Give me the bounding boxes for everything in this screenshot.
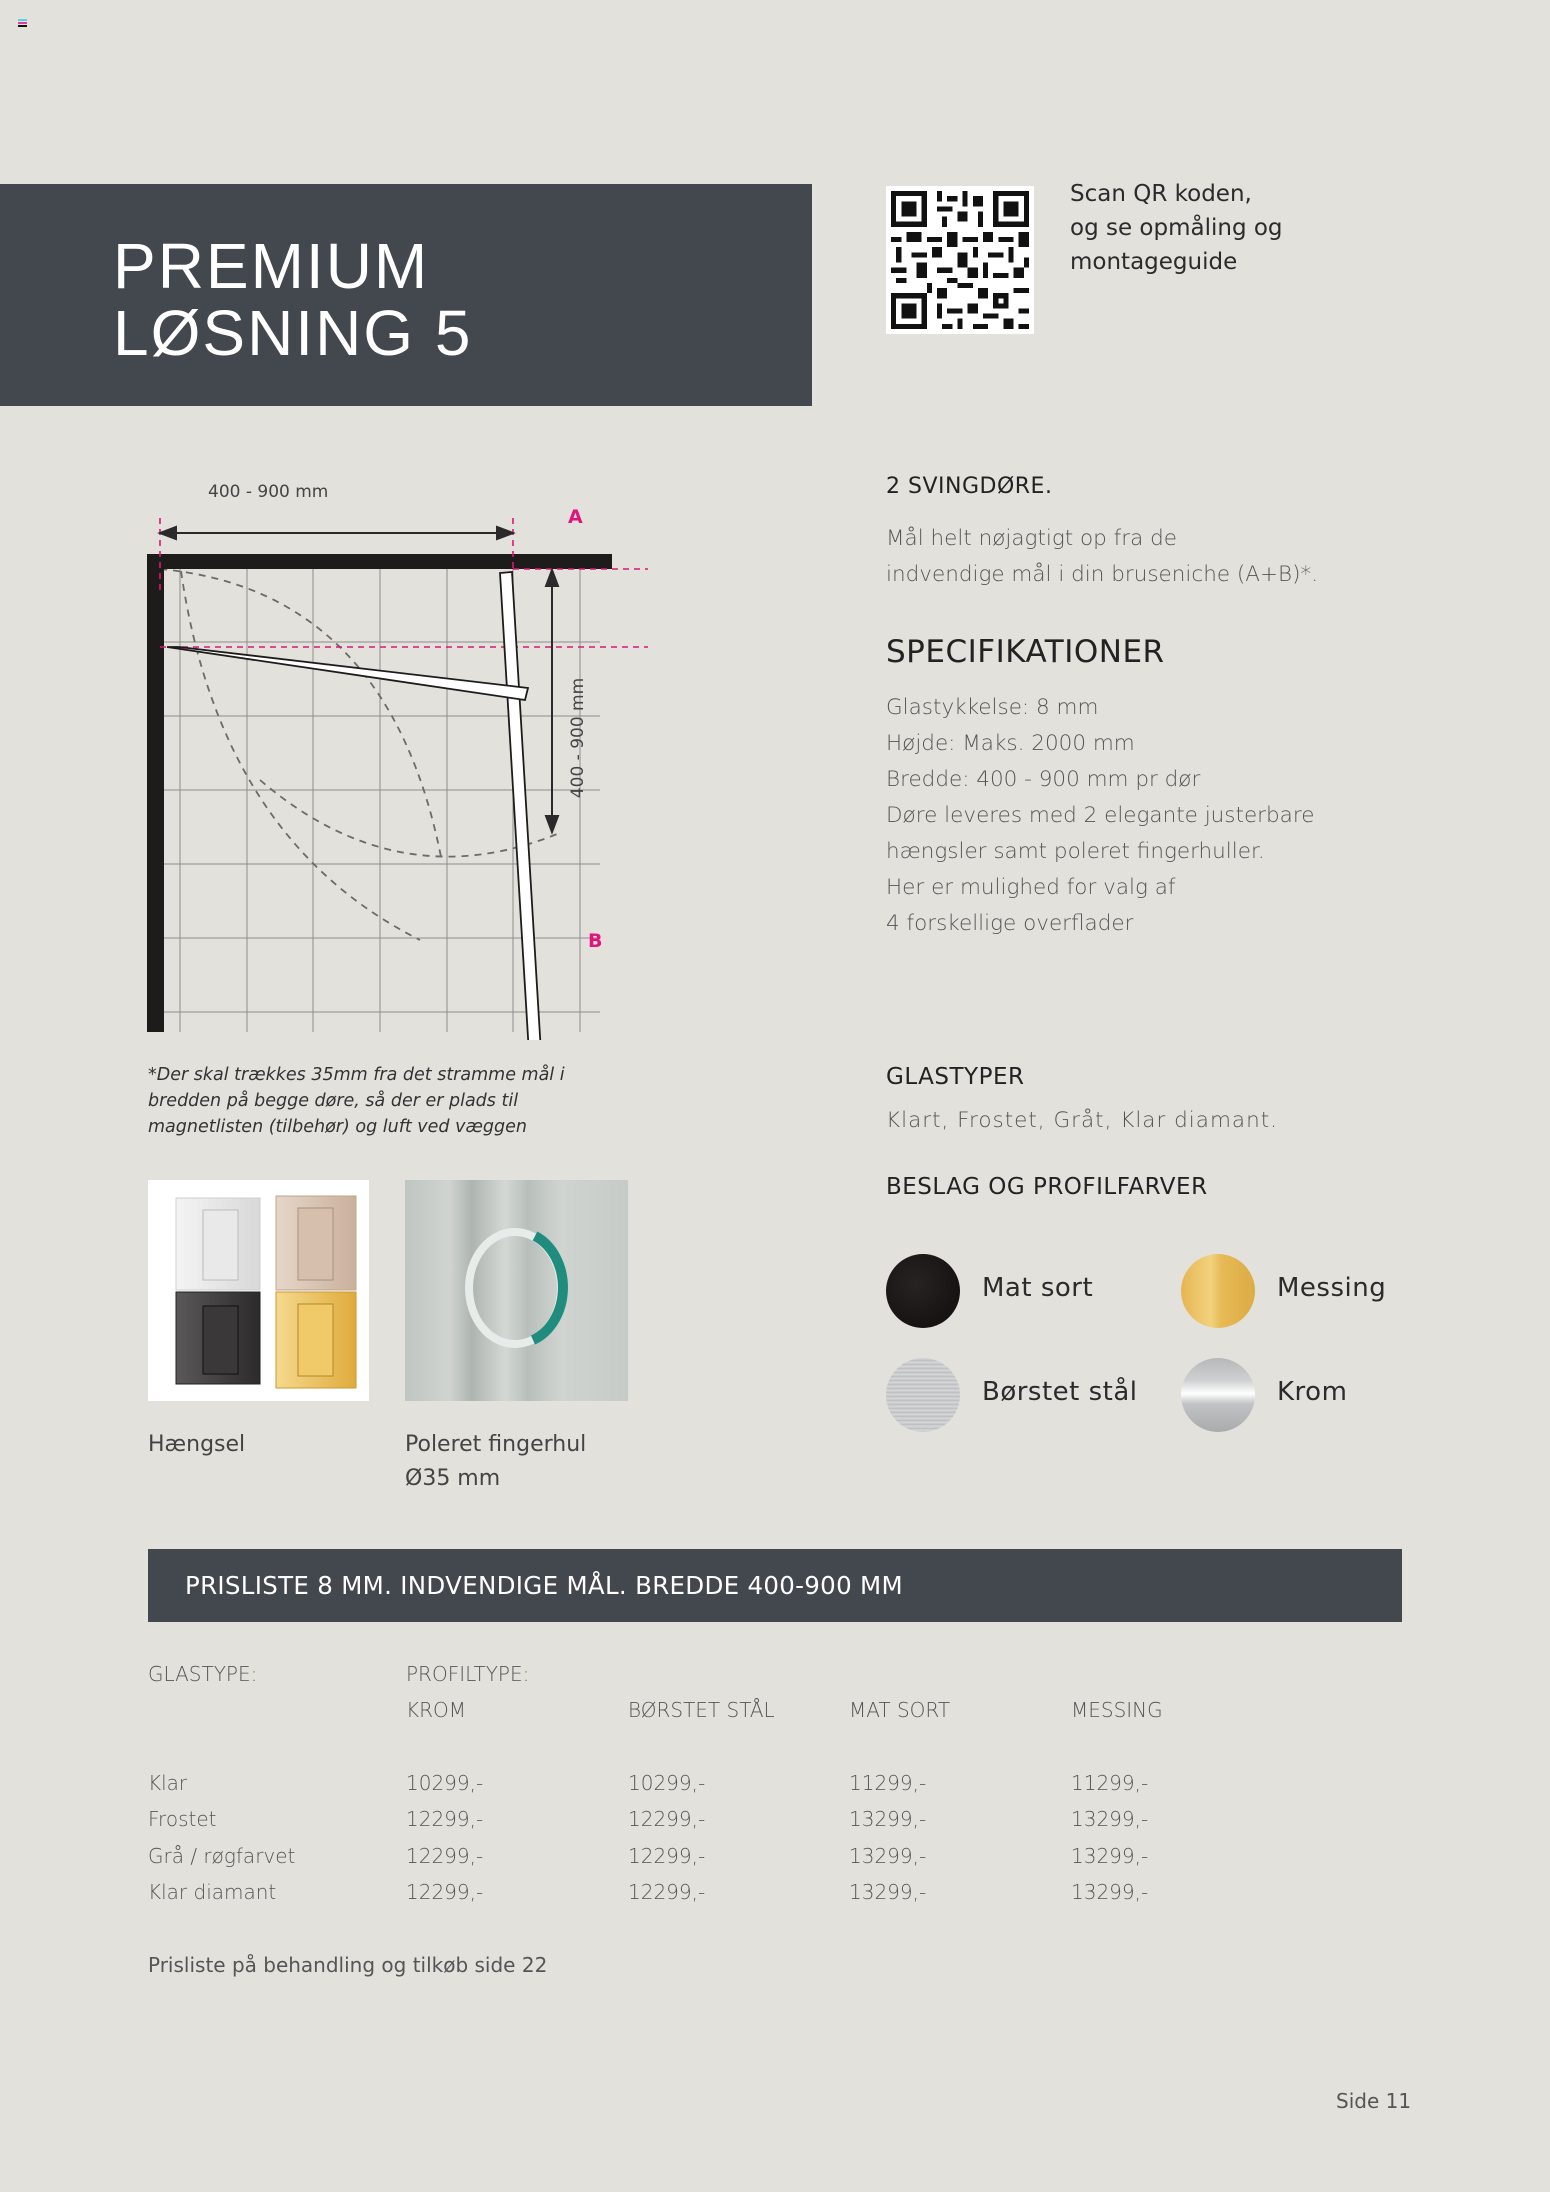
column-header-messing: MESSING <box>1071 1698 1163 1722</box>
measurement-note <box>148 1062 628 1140</box>
fingerhole-icon <box>405 1180 628 1401</box>
finishes-heading: BESLAG OG PROFILFARVER <box>886 1174 1208 1200</box>
price-cell: 13299,- <box>1071 1844 1149 1868</box>
glass-types-heading: GLASTYPER <box>886 1064 1025 1090</box>
qr-instructions <box>1070 177 1370 279</box>
price-cell: 13299,- <box>849 1880 927 1904</box>
price-cell: 13299,- <box>849 1844 927 1868</box>
fingerhole-caption-line: Poleret fingerhul <box>405 1432 587 1457</box>
price-cell: 10299,- <box>406 1771 484 1795</box>
column-header-borstet-staal: BØRSTET STÅL <box>628 1698 775 1722</box>
price-cell: 12299,- <box>406 1880 484 1904</box>
qr-text-line: montageguide <box>1070 249 1238 275</box>
note-line: *Der skal trækkes 35mm fra det stramme mål i <box>148 1065 565 1085</box>
table-row <box>148 1880 1248 1910</box>
page-number: Side 11 <box>1336 2089 1412 2113</box>
swatch-borstet-staal <box>886 1358 960 1432</box>
pricelist-banner <box>148 1549 1402 1622</box>
spec-line: 4 forskellige overflader <box>886 911 1134 936</box>
swatch-mat-sort <box>886 1254 960 1328</box>
qr-text-line: og se opmåling og <box>1070 215 1283 241</box>
note-line: bredden på begge døre, så der er plads til <box>148 1091 519 1111</box>
swatch-messing <box>1181 1254 1255 1328</box>
profiltype-header: PROFILTYPE: <box>406 1662 530 1686</box>
point-a-label: A <box>568 506 583 528</box>
glastype-header: GLASTYPE: <box>148 1662 258 1686</box>
spec-line: Her er mulighed for valg af <box>886 875 1176 900</box>
spec-line: Døre leveres med 2 elegante justerbare <box>886 803 1315 828</box>
width-dimension-label: 400 - 900 mm <box>208 482 329 502</box>
qr-code[interactable] <box>886 186 1034 334</box>
doors-heading: 2 SVINGDØRE. <box>886 474 1053 499</box>
price-cell: 11299,- <box>1071 1771 1149 1795</box>
print-registration-mark <box>18 19 27 28</box>
pricelist-title: PRISLISTE 8 MM. INDVENDIGE MÅL. BREDDE 400-900 MM <box>185 1571 903 1600</box>
description-line: indvendige mål i din bruseniche (A+B)*. <box>886 562 1319 587</box>
specs-heading: SPECIFIKATIONER <box>886 634 1165 670</box>
swatch-label-krom: Krom <box>1277 1377 1348 1407</box>
price-cell: 12299,- <box>628 1844 706 1868</box>
table-row <box>148 1807 1248 1837</box>
glass-type-cell: Grå / røgfarvet <box>148 1844 296 1868</box>
swatch-label-messing: Messing <box>1277 1273 1387 1303</box>
spec-line: Højde: Maks. 2000 mm <box>886 731 1135 756</box>
table-row <box>148 1844 1248 1874</box>
price-cell: 11299,- <box>849 1771 927 1795</box>
qr-text-line: Scan QR koden, <box>1070 181 1252 207</box>
price-cell: 12299,- <box>406 1844 484 1868</box>
height-dimension-label: 400 - 900 mm <box>568 677 588 799</box>
title-banner <box>0 184 812 406</box>
hinge-caption: Hængsel <box>148 1432 246 1457</box>
price-cell: 12299,- <box>628 1807 706 1831</box>
fingerhole-photo <box>405 1180 628 1401</box>
price-cell: 12299,- <box>406 1807 484 1831</box>
page-title-line-2: LØSNING 5 <box>113 297 473 369</box>
spec-line: Bredde: 400 - 900 mm pr dør <box>886 767 1201 792</box>
spec-line: Glastykkelse: 8 mm <box>886 695 1099 720</box>
qr-code-icon <box>886 186 1034 334</box>
fingerhole-caption-line: Ø35 mm <box>405 1466 501 1491</box>
page-title-line-1: PREMIUM <box>113 230 430 302</box>
table-header-row <box>148 1662 1248 1692</box>
price-cell: 10299,- <box>628 1771 706 1795</box>
swatch-krom <box>1181 1358 1255 1432</box>
pricelist-footnote: Prisliste på behandling og tilkøb side 22 <box>148 1953 548 1977</box>
price-cell: 13299,- <box>849 1807 927 1831</box>
glass-types-text: Klart, Frostet, Gråt, Klar diamant. <box>886 1108 1278 1133</box>
door-panels <box>140 460 720 1040</box>
point-b-label: B <box>588 930 603 952</box>
column-header-mat-sort: MAT SORT <box>849 1698 951 1722</box>
table-column-headers <box>148 1698 1248 1728</box>
description-line: Mål helt nøjagtigt op fra de <box>886 526 1177 551</box>
doors-description <box>886 521 1446 593</box>
glass-type-cell: Klar <box>148 1771 188 1795</box>
swatch-label-mat-sort: Mat sort <box>982 1273 1094 1303</box>
shower-floorplan-diagram <box>140 460 720 1040</box>
table-row <box>148 1771 1248 1801</box>
glass-type-cell: Klar diamant <box>148 1880 277 1904</box>
price-cell: 13299,- <box>1071 1807 1149 1831</box>
swatch-label-borstet-staal: Børstet stål <box>982 1377 1138 1407</box>
column-header-krom: KROM <box>406 1698 467 1722</box>
fingerhole-caption <box>405 1428 586 1496</box>
price-cell: 13299,- <box>1071 1880 1149 1904</box>
hinge-photo <box>148 1180 369 1401</box>
specs-list <box>886 690 1446 942</box>
hinge-icon <box>148 1180 369 1401</box>
glass-type-cell: Frostet <box>148 1807 217 1831</box>
spec-line: hængsler samt poleret fingerhuller. <box>886 839 1265 864</box>
note-line: magnetlisten (tilbehør) og luft ved væggen <box>148 1117 527 1137</box>
price-cell: 12299,- <box>628 1880 706 1904</box>
